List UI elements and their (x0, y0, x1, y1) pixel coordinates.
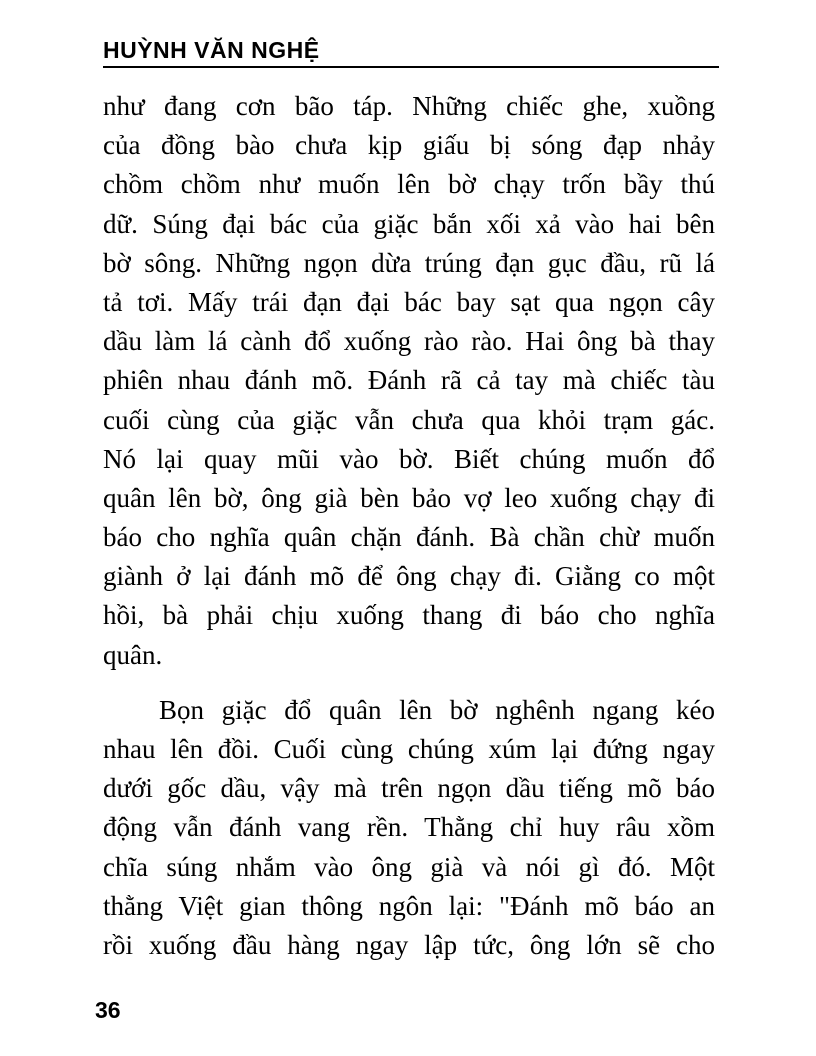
text-line: tả tơi. Mấy trái đạn đại bác bay sạt qua ngọn cây (103, 286, 715, 317)
text-line: chĩa súng nhắm vào ông già và nói gì đó. Một (103, 851, 715, 882)
text-line: giành ở lại đánh mõ để ông chạy đi. Giằng co một (103, 561, 715, 592)
text-line: báo cho nghĩa quân chặn đánh. Bà chần chừ muốn (103, 522, 715, 553)
text-line: như đang cơn bão táp. Những chiếc ghe, xuồng (103, 91, 715, 121)
text-line: thằng Việt gian thông ngôn lại: "Đánh mõ báo an (103, 890, 715, 921)
text-line: dầu làm lá cành đổ xuống rào rào. Hai ông bà thay (103, 326, 715, 357)
text-line: quân lên bờ, ông già bèn bảo vợ leo xuống chạy đi (103, 482, 715, 513)
text-line: Bọn giặc đổ quân lên bờ nghênh ngang kéo (159, 694, 715, 725)
text-line: cuối cùng của giặc vẫn chưa qua khỏi trạm gác. (103, 404, 715, 435)
paragraph (103, 87, 715, 675)
page-number: 36 (95, 997, 121, 1023)
paragraph (103, 691, 715, 965)
text-line: Nó lại quay mũi vào bờ. Biết chúng muốn đổ (103, 443, 715, 474)
text-line: dữ. Súng đại bác của giặc bắn xối xả vào hai bên (103, 208, 715, 239)
paragraph-spacer (103, 675, 715, 691)
text-line: chồm chồm như muốn lên bờ chạy trốn bầy thú (103, 169, 715, 200)
text-line: rồi xuống đầu hàng ngay lập tức, ông lớn sẽ cho (103, 929, 715, 960)
text-line: dưới gốc dầu, vậy mà trên ngọn dầu tiếng mõ báo (103, 773, 715, 804)
text-line: động vẫn đánh vang rền. Thằng chỉ huy râu xồm (103, 812, 715, 843)
text-line: của đồng bào chưa kịp giấu bị sóng đạp nhảy (103, 130, 715, 161)
text-line: nhau lên đồi. Cuối cùng chúng xúm lại đứng ngay (103, 734, 715, 764)
text-line: quân. (103, 639, 163, 670)
body-text (103, 87, 715, 965)
text-line: bờ sông. Những ngọn dừa trúng đạn gục đầu, rũ lá (103, 247, 715, 278)
text-line: hồi, bà phải chịu xuống thang đi báo cho nghĩa (103, 600, 715, 631)
running-header (103, 34, 719, 68)
text-line: phiên nhau đánh mõ. Đánh rã cả tay mà chiếc tàu (103, 365, 715, 396)
header-author-name: HUỲNH VĂN NGHỆ (103, 37, 320, 63)
